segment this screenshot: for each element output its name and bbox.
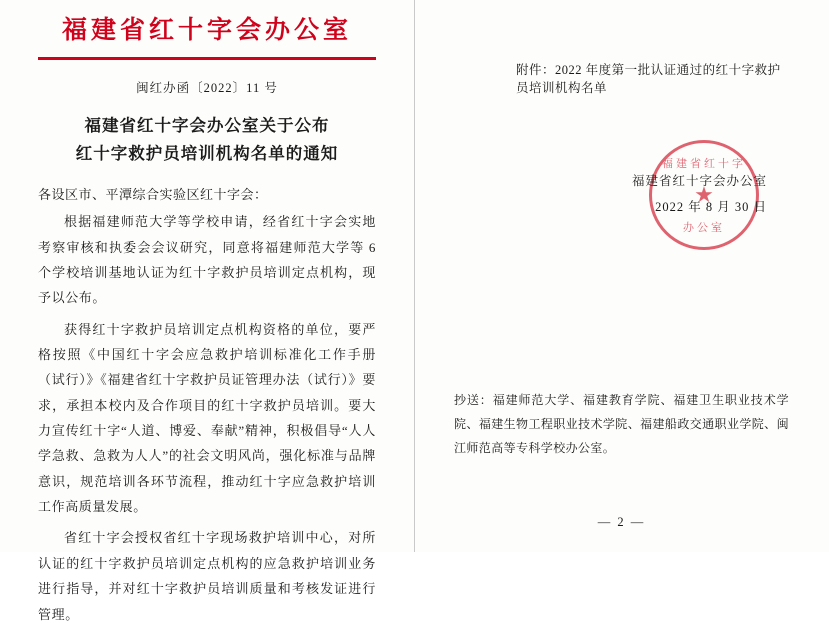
carbon-copy-content: 福建师范大学、福建教育学院、福建卫生职业技术学院、福建生物工程职业技术学院、福建船政交通职业学院、闽江师范高等专科学校办公室。	[454, 393, 790, 455]
seal-bottom-text: 办公室	[683, 221, 725, 234]
page-title-line-1: 福建省红十字会办公室关于公布	[84, 116, 330, 136]
seal-top-text: 福建省红十字	[662, 157, 746, 170]
signature-block	[454, 168, 789, 221]
letterhead-title: 福建省红十字会办公室	[61, 15, 352, 44]
letterhead-rule	[38, 57, 376, 60]
carbon-copy-label: 抄送：	[454, 393, 493, 407]
right-page	[414, 0, 829, 552]
page-title	[38, 112, 376, 168]
left-page	[0, 0, 414, 622]
page-number-footer: — 2 —	[597, 515, 646, 529]
signature-organization: 福建省红十字会办公室	[631, 174, 767, 188]
body-paragraph: 省红十字会授权省红十字现场救护培训中心，对所认证的红十字救护员培训定点机构的应急救护培训业务进行指导，并对红十字救护员培训质量和考核发证进行管理。	[38, 530, 376, 622]
letterhead	[38, 0, 376, 60]
document-number: 闽红办函〔2022〕11 号	[136, 81, 278, 96]
body-paragraph: 根据福建师范大学等学校申请，经省红十字会实地考察审核和执委会会议研究，同意将福建师范大学等 6 个学校培训基地认证为红十字救护员培训定点机构，现予以公布。	[38, 214, 376, 306]
attachment-line: 附件：2022 年度第一批认证通过的红十字救护员培训机构名单	[516, 63, 781, 95]
page-title-line-2: 红十字救护员培训机构名单的通知	[75, 144, 339, 164]
carbon-copy-block	[454, 388, 789, 460]
body-paragraph: 获得红十字救护员培训定点机构资格的单位，要严格按照《中国红十字会应急救护培训标准化工作手册（试行）》《福建省红十字救护员证管理办法（试行）》要求，承担本校内及合作项目的红十字救护员培训。要大力宣传红十字“人道、博爱、奉献”精神，积极倡导“人人学急救、急救为人人”的社会文明风尚，强化标准与品牌意识，规范培训各环节流程，推动红十字应急救护培训工作高质量发展。	[38, 321, 376, 515]
seal-star-icon: ★	[694, 182, 714, 207]
signature-date: 2022 年 8 月 30 日	[655, 200, 767, 215]
salutation: 各设区市、平潭综合实验区红十字会：	[38, 187, 268, 203]
